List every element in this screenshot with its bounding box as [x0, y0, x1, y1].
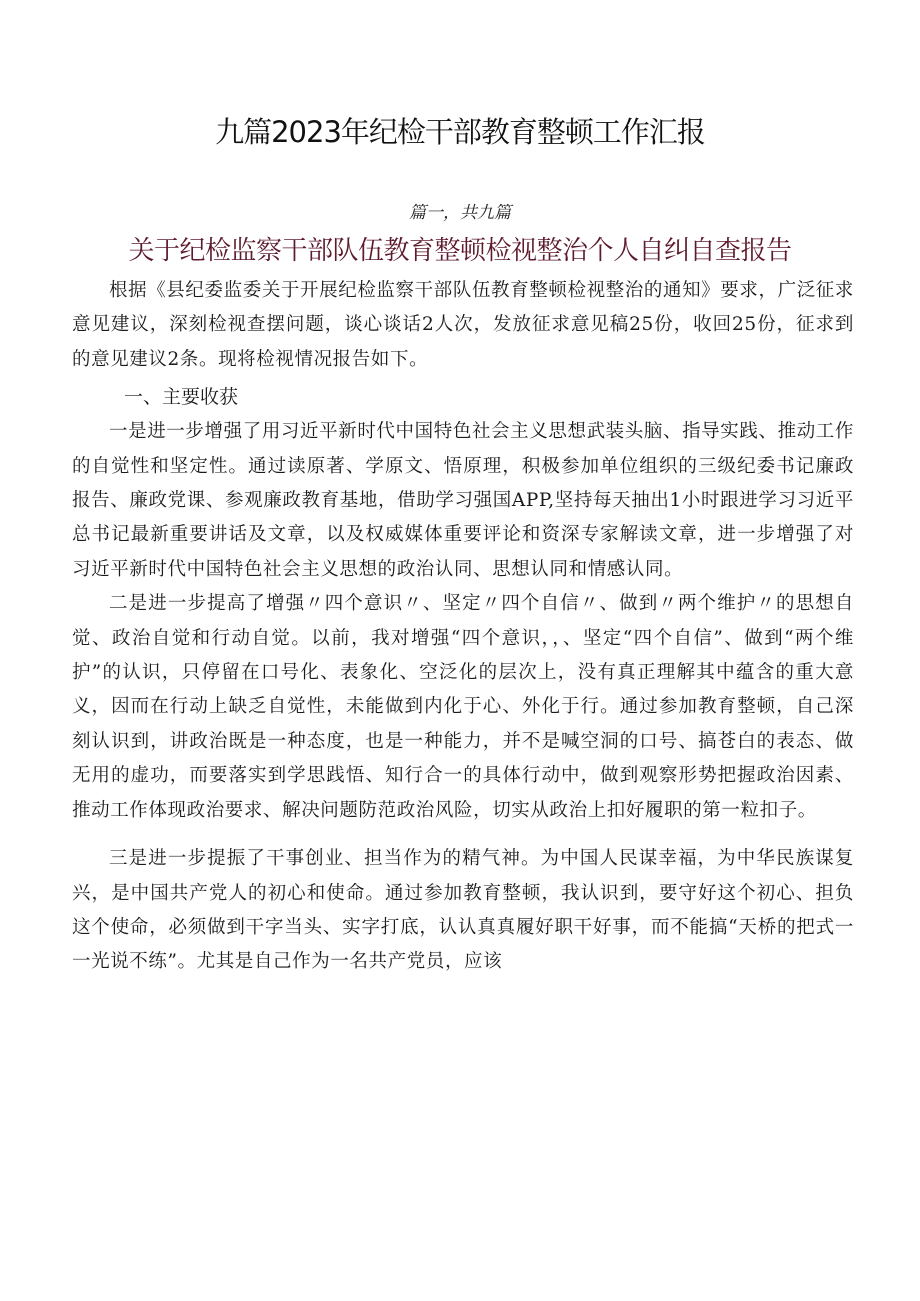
- paragraph-second-gain: 二是进一步提高了增强〃四个意识〃、坚定〃四个自信〃、做到〃两个维护〃的思想自觉、政治自觉和行动自觉。以前，我对增强“四个意识，，、坚定“四个自信”、做到“两个维护”的认识，只停留在口号化、表象化、空泛化的层次上，没有真正理解其中蕴含的重大意义，因而在行动上缺乏自觉性，未能做到内化于心、外化于行。通过参加教育整顿，自己深刻认识到，讲政治既是一种态度，也是一种能力，并不是喊空洞的口号、搞苍白的表态、做无用的虚功，而要落实到学思践悟、知行合一的具体行动中，做到观察形势把握政治因素、推动工作体现政治要求、解决问题防范政治风险，切实从政治上扣好履职的第一粒扣子。: [72, 593, 854, 821]
- paragraph-third-gain: 三是进一步提振了干事创业、担当作为的精气神。为中国人民谋幸福，为中华民族谋复兴，是中国共产党人的初心和使命。通过参加教育整顿，我认识到，要守好这个初心、担负这个使命，必须做到干字当头、实字打底，认认真真履好职干好事，而不能搞“天桥的把式一一光说不练”。尤其是自己作为一名共产党员，应该: [72, 848, 854, 973]
- section-heading-main-gains: 一、主要收获: [124, 386, 239, 409]
- paragraph-spacer: [72, 828, 854, 842]
- paragraph-first-gain: 一是进一步增强了用习近平新时代中国特色社会主义思想武装头脑、指导实践、推动工作的自觉性和坚定性。通过读原著、学原文、悟原理，积极参加单位组织的三级纪委书记廉政报告、廉政党课、参观廉政教育基地，借助学习强国APP,坚持每天抽出1小时跟进学习习近平总书记最新重要讲话及文章，以及权威媒体重要评论和资深专家解读文章，进一步增强了对习近平新时代中国特色社会主义思想的政治认同、思想认同和情感认同。: [72, 421, 854, 580]
- document-body: [72, 274, 854, 980]
- intro-paragraph: 根据《县纪委监委关于开展纪检监察干部队伍教育整顿检视整治的通知》要求，广泛征求意见建议，深刻检视查摆问题，谈心谈话2人次，发放征求意见稿25份，收回25份，征求到的意见建议2条。现将检视情况报告如下。: [72, 280, 854, 370]
- document-title: 九篇2023年纪检干部教育整顿工作汇报: [215, 115, 705, 149]
- report-heading: 关于纪检监察干部队伍教育整顿检视整治个人自纠自查报告: [128, 236, 792, 266]
- section-label: 篇一，共九篇: [409, 203, 511, 223]
